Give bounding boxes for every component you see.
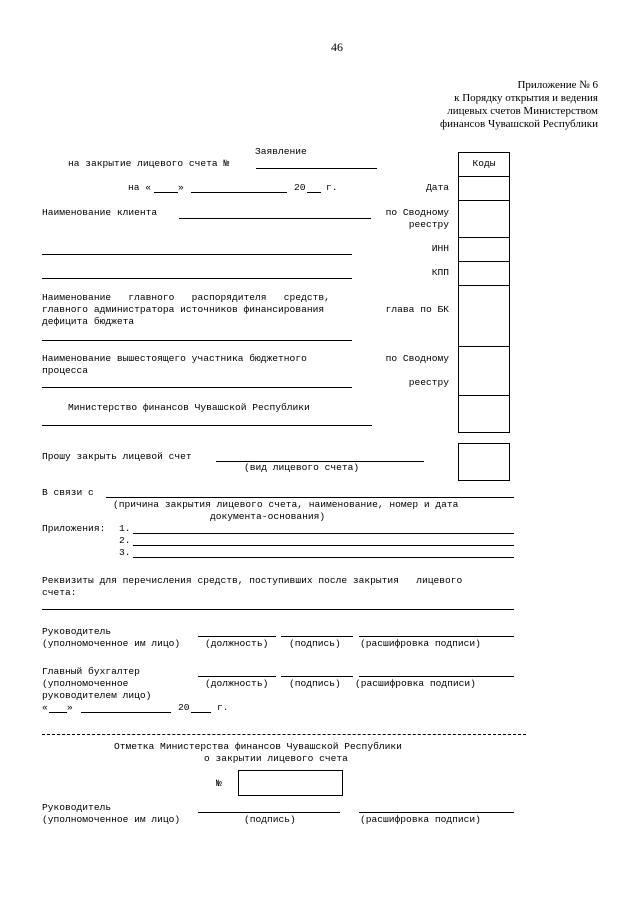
upper-participant-label-2: процесса	[42, 365, 89, 376]
accountant-position-hint: (должность)	[205, 678, 269, 689]
codes-header: Коды	[472, 158, 496, 169]
footer-head-sub: (уполномоченное им лицо)	[42, 814, 181, 825]
attachments-label: Приложения:	[42, 523, 106, 534]
document-title: Заявление	[255, 146, 307, 157]
client-label: Наименование клиента	[42, 207, 158, 218]
account-type-hint: (вид лицевого счета)	[244, 462, 360, 473]
page-number: 46	[331, 40, 343, 54]
code-inn-label: ИНН	[431, 243, 449, 254]
account-number-line[interactable]	[256, 168, 377, 169]
reason-label: В связи с	[42, 487, 94, 498]
code-registry-label-1: по Сводному	[385, 207, 449, 218]
footer-signature-hint: (подпись)	[244, 814, 296, 825]
mark-number-box[interactable]	[238, 770, 343, 796]
reason-hint-1: (причина закрытия лицевого счета, наименование, номер и дата	[113, 499, 459, 510]
date-day-line[interactable]	[154, 192, 178, 193]
upper-participant-label-1: Наименование вышестоящего участника бюджетного	[42, 353, 307, 364]
attachment-number-2: 2.	[119, 535, 131, 546]
code-kpp-label: КПП	[431, 267, 449, 278]
distributor-label-2: главного администратора источников финансирования	[42, 304, 325, 315]
appendix-line-3: лицевых счетов Министерством	[447, 105, 598, 117]
account-type-code-cell[interactable]	[458, 443, 510, 481]
attachment-line-3[interactable]	[133, 557, 514, 558]
code-ministry-cell[interactable]	[458, 395, 510, 433]
ministry-name: Министерство финансов Чувашской Республики	[68, 402, 310, 413]
code-registry-cell[interactable]	[458, 200, 510, 238]
code-registry2-cell[interactable]	[458, 346, 510, 396]
code-glava-cell[interactable]	[458, 285, 510, 347]
document-subtitle: на закрытие лицевого счета №	[68, 158, 230, 169]
appendix-line-1: Приложение № 6	[517, 79, 598, 91]
head-signature-hint: (подпись)	[289, 638, 341, 649]
upper-participant-line[interactable]	[42, 387, 352, 388]
sign-date-month-line[interactable]	[81, 712, 171, 713]
date-suffix: г.	[326, 182, 338, 193]
sign-date-suffix: г.	[217, 702, 229, 713]
head-decode-line[interactable]	[359, 636, 514, 637]
date-month-line[interactable]	[191, 192, 287, 193]
accountant-decode-line[interactable]	[359, 676, 514, 677]
reason-line[interactable]	[106, 497, 514, 498]
head-decode-hint: (расшифровка подписи)	[360, 638, 481, 649]
distributor-line[interactable]	[42, 340, 352, 341]
sign-date-open: «	[42, 702, 48, 713]
code-date-cell[interactable]	[458, 176, 510, 201]
sign-date-close: »	[67, 702, 73, 713]
code-registry-label-2: реестру	[408, 219, 449, 230]
requisites-label-2: счета:	[42, 587, 77, 598]
head-label: Руководитель	[42, 626, 112, 637]
sign-date-year: 20	[178, 702, 190, 713]
mark-title-1: Отметка Министерства финансов Чувашской Республики	[114, 741, 402, 752]
request-label: Прошу закрыть лицевой счет	[42, 451, 192, 462]
attachment-number-1: 1.	[119, 523, 131, 534]
code-glava-label: глава по БК	[385, 304, 449, 315]
reason-hint-2: документа-основания)	[210, 511, 326, 522]
date-mid: »	[178, 182, 184, 193]
mark-number-sign: №	[216, 778, 222, 789]
accountant-label: Главный бухгалтер	[42, 666, 140, 677]
distributor-label-1: Наименование главного распорядителя средств,	[42, 292, 330, 303]
requisites-line[interactable]	[42, 609, 514, 610]
footer-decode-line[interactable]	[359, 812, 514, 813]
attachment-line-2[interactable]	[133, 545, 514, 546]
accountant-signature-hint: (подпись)	[289, 678, 341, 689]
cut-line	[42, 734, 526, 735]
date-prefix: на «	[128, 182, 152, 193]
codes-header-cell	[458, 152, 510, 177]
code-registry-label-3: по Сводному	[385, 353, 449, 364]
accountant-sub-1: (уполномоченное	[42, 678, 129, 689]
appendix-line-4: финансов Чувашской Республики	[439, 118, 598, 130]
footer-signature-line[interactable]	[198, 812, 340, 813]
requisites-label-1: Реквизиты для перечисления средств, поступивших после закрытия лицевого	[42, 575, 463, 586]
code-date-label: Дата	[425, 182, 449, 193]
head-signature-line[interactable]	[281, 636, 353, 637]
client-name-line[interactable]	[179, 218, 371, 219]
code-kpp-cell[interactable]	[458, 261, 510, 286]
accountant-sub-2: руководителем лицо)	[42, 690, 152, 701]
footer-head-label: Руководитель	[42, 802, 112, 813]
accountant-position-line[interactable]	[198, 676, 276, 677]
code-registry-label-4: реестру	[408, 377, 449, 388]
accountant-signature-line[interactable]	[281, 676, 353, 677]
ministry-line	[42, 425, 372, 426]
date-year: 20	[294, 182, 306, 193]
attachment-line-1[interactable]	[133, 533, 514, 534]
appendix-line-2: к Порядку открытия и ведения	[454, 92, 598, 104]
client-extra-line-1[interactable]	[42, 254, 352, 255]
sign-date-year-line[interactable]	[191, 712, 211, 713]
attachment-number-3: 3.	[119, 547, 131, 558]
client-extra-line-2[interactable]	[42, 278, 352, 279]
head-sub: (уполномоченное им лицо)	[42, 638, 181, 649]
sign-date-day-line[interactable]	[49, 712, 67, 713]
head-position-hint: (должность)	[205, 638, 269, 649]
head-position-line[interactable]	[198, 636, 276, 637]
distributor-label-3: дефицита бюджета	[42, 316, 135, 327]
footer-decode-hint: (расшифровка подписи)	[360, 814, 481, 825]
code-inn-cell[interactable]	[458, 237, 510, 262]
accountant-decode-hint: (расшифровка подписи)	[355, 678, 476, 689]
mark-title-2: о закрытии лицевого счета	[204, 753, 348, 764]
date-year-line[interactable]	[307, 192, 321, 193]
